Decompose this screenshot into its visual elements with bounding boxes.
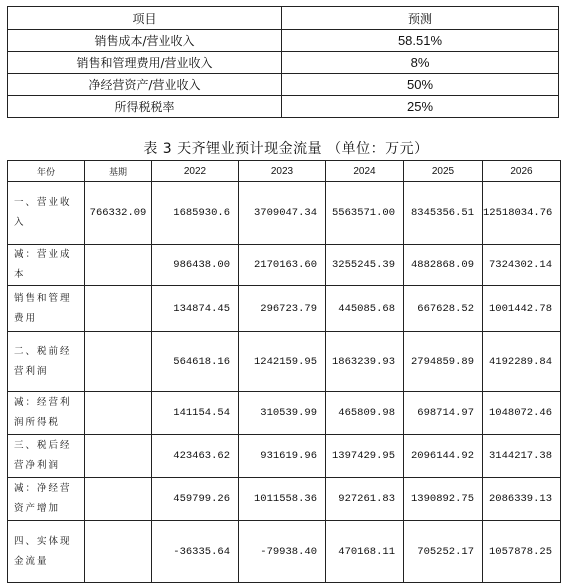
cell-2024: 1863239.93 [326, 332, 404, 392]
header-2024: 2024 [326, 161, 404, 182]
header-2025: 2025 [404, 161, 483, 182]
cashflow-header-row [8, 161, 561, 182]
cashflow-row [8, 182, 561, 245]
cell-base [85, 392, 152, 435]
assumption-item: 所得税税率 [8, 96, 282, 118]
cell-2022: 1685930.6 [152, 182, 239, 245]
assumption-value: 25% [282, 96, 559, 118]
assumption-item: 销售成本/营业收入 [8, 30, 282, 52]
cell-2022: 134874.45 [152, 286, 239, 332]
row-label: 一、营业收入 [8, 182, 85, 245]
cell-2024: 927261.83 [326, 478, 404, 521]
header-forecast: 预测 [282, 7, 559, 30]
header-base: 基期 [85, 161, 152, 182]
cell-2025: 4882868.09 [404, 245, 483, 286]
cell-2025: 667628.52 [404, 286, 483, 332]
cell-base [85, 478, 152, 521]
cell-2023: 310539.99 [239, 392, 326, 435]
cell-base [85, 245, 152, 286]
cell-base [85, 521, 152, 583]
cashflow-row [8, 392, 561, 435]
cell-2023: 296723.79 [239, 286, 326, 332]
cell-2024: 465809.98 [326, 392, 404, 435]
cell-2026: 4192289.84 [483, 332, 561, 392]
cell-2025: 1390892.75 [404, 478, 483, 521]
cell-2025: 8345356.51 [404, 182, 483, 245]
cell-2024: 470168.11 [326, 521, 404, 583]
cashflow-row [8, 435, 561, 478]
assumptions-table [7, 6, 559, 118]
cell-base [85, 435, 152, 478]
cell-2024: 1397429.95 [326, 435, 404, 478]
header-item: 项目 [8, 7, 282, 30]
cell-2022: 459799.26 [152, 478, 239, 521]
cell-2022: 423463.62 [152, 435, 239, 478]
row-label: 减：营业成本 [8, 245, 85, 286]
cell-2023: 931619.96 [239, 435, 326, 478]
assumptions-header-row [8, 7, 559, 30]
cell-base [85, 332, 152, 392]
cell-2026: 2086339.13 [483, 478, 561, 521]
cell-2022: 141154.54 [152, 392, 239, 435]
cell-2024: 445085.68 [326, 286, 404, 332]
cell-2025: 2096144.92 [404, 435, 483, 478]
cell-2023: -79938.40 [239, 521, 326, 583]
cell-2023: 2170163.60 [239, 245, 326, 286]
assumption-row [8, 52, 559, 74]
table-caption: 表 3 天齐锂业预计现金流量 （单位：万元） [143, 141, 429, 157]
header-2022: 2022 [152, 161, 239, 182]
row-label: 二、税前经营利润 [8, 332, 85, 392]
row-label: 减：净经营资产增加 [8, 478, 85, 521]
cell-2023: 1242159.95 [239, 332, 326, 392]
cell-2025: 705252.17 [404, 521, 483, 583]
header-2023: 2023 [239, 161, 326, 182]
cell-base [85, 286, 152, 332]
row-label: 减：经营利润所得税 [8, 392, 85, 435]
cell-2026: 7324302.14 [483, 245, 561, 286]
header-year: 年份 [8, 161, 85, 182]
assumption-row [8, 74, 559, 96]
cell-2026: 3144217.38 [483, 435, 561, 478]
cell-2025: 698714.97 [404, 392, 483, 435]
cell-2026: 1048072.46 [483, 392, 561, 435]
cell-2026: 12518034.76 [483, 182, 561, 245]
row-label: 四、实体现金流量 [8, 521, 85, 583]
cell-2025: 2794859.89 [404, 332, 483, 392]
cell-base: 766332.09 [85, 182, 152, 245]
cashflow-table [7, 160, 561, 583]
cashflow-row [8, 332, 561, 392]
cell-2022: -36335.64 [152, 521, 239, 583]
cell-2026: 1001442.78 [483, 286, 561, 332]
assumption-item: 净经营资产/营业收入 [8, 74, 282, 96]
cell-2022: 564618.16 [152, 332, 239, 392]
cell-2026: 1057878.25 [483, 521, 561, 583]
cashflow-row [8, 521, 561, 583]
cashflow-row [8, 245, 561, 286]
cell-2022: 986438.00 [152, 245, 239, 286]
assumption-row [8, 30, 559, 52]
assumption-row [8, 96, 559, 118]
cell-2023: 3709047.34 [239, 182, 326, 245]
cashflow-row [8, 478, 561, 521]
cell-2023: 1011558.36 [239, 478, 326, 521]
header-2026: 2026 [483, 161, 561, 182]
assumption-value: 58.51% [282, 30, 559, 52]
row-label: 销售和管理费用 [8, 286, 85, 332]
assumption-item: 销售和管理费用/营业收入 [8, 52, 282, 74]
cell-2024: 5563571.00 [326, 182, 404, 245]
cell-2024: 3255245.39 [326, 245, 404, 286]
assumption-value: 8% [282, 52, 559, 74]
row-label: 三、税后经营净利润 [8, 435, 85, 478]
cashflow-row [8, 286, 561, 332]
assumption-value: 50% [282, 74, 559, 96]
